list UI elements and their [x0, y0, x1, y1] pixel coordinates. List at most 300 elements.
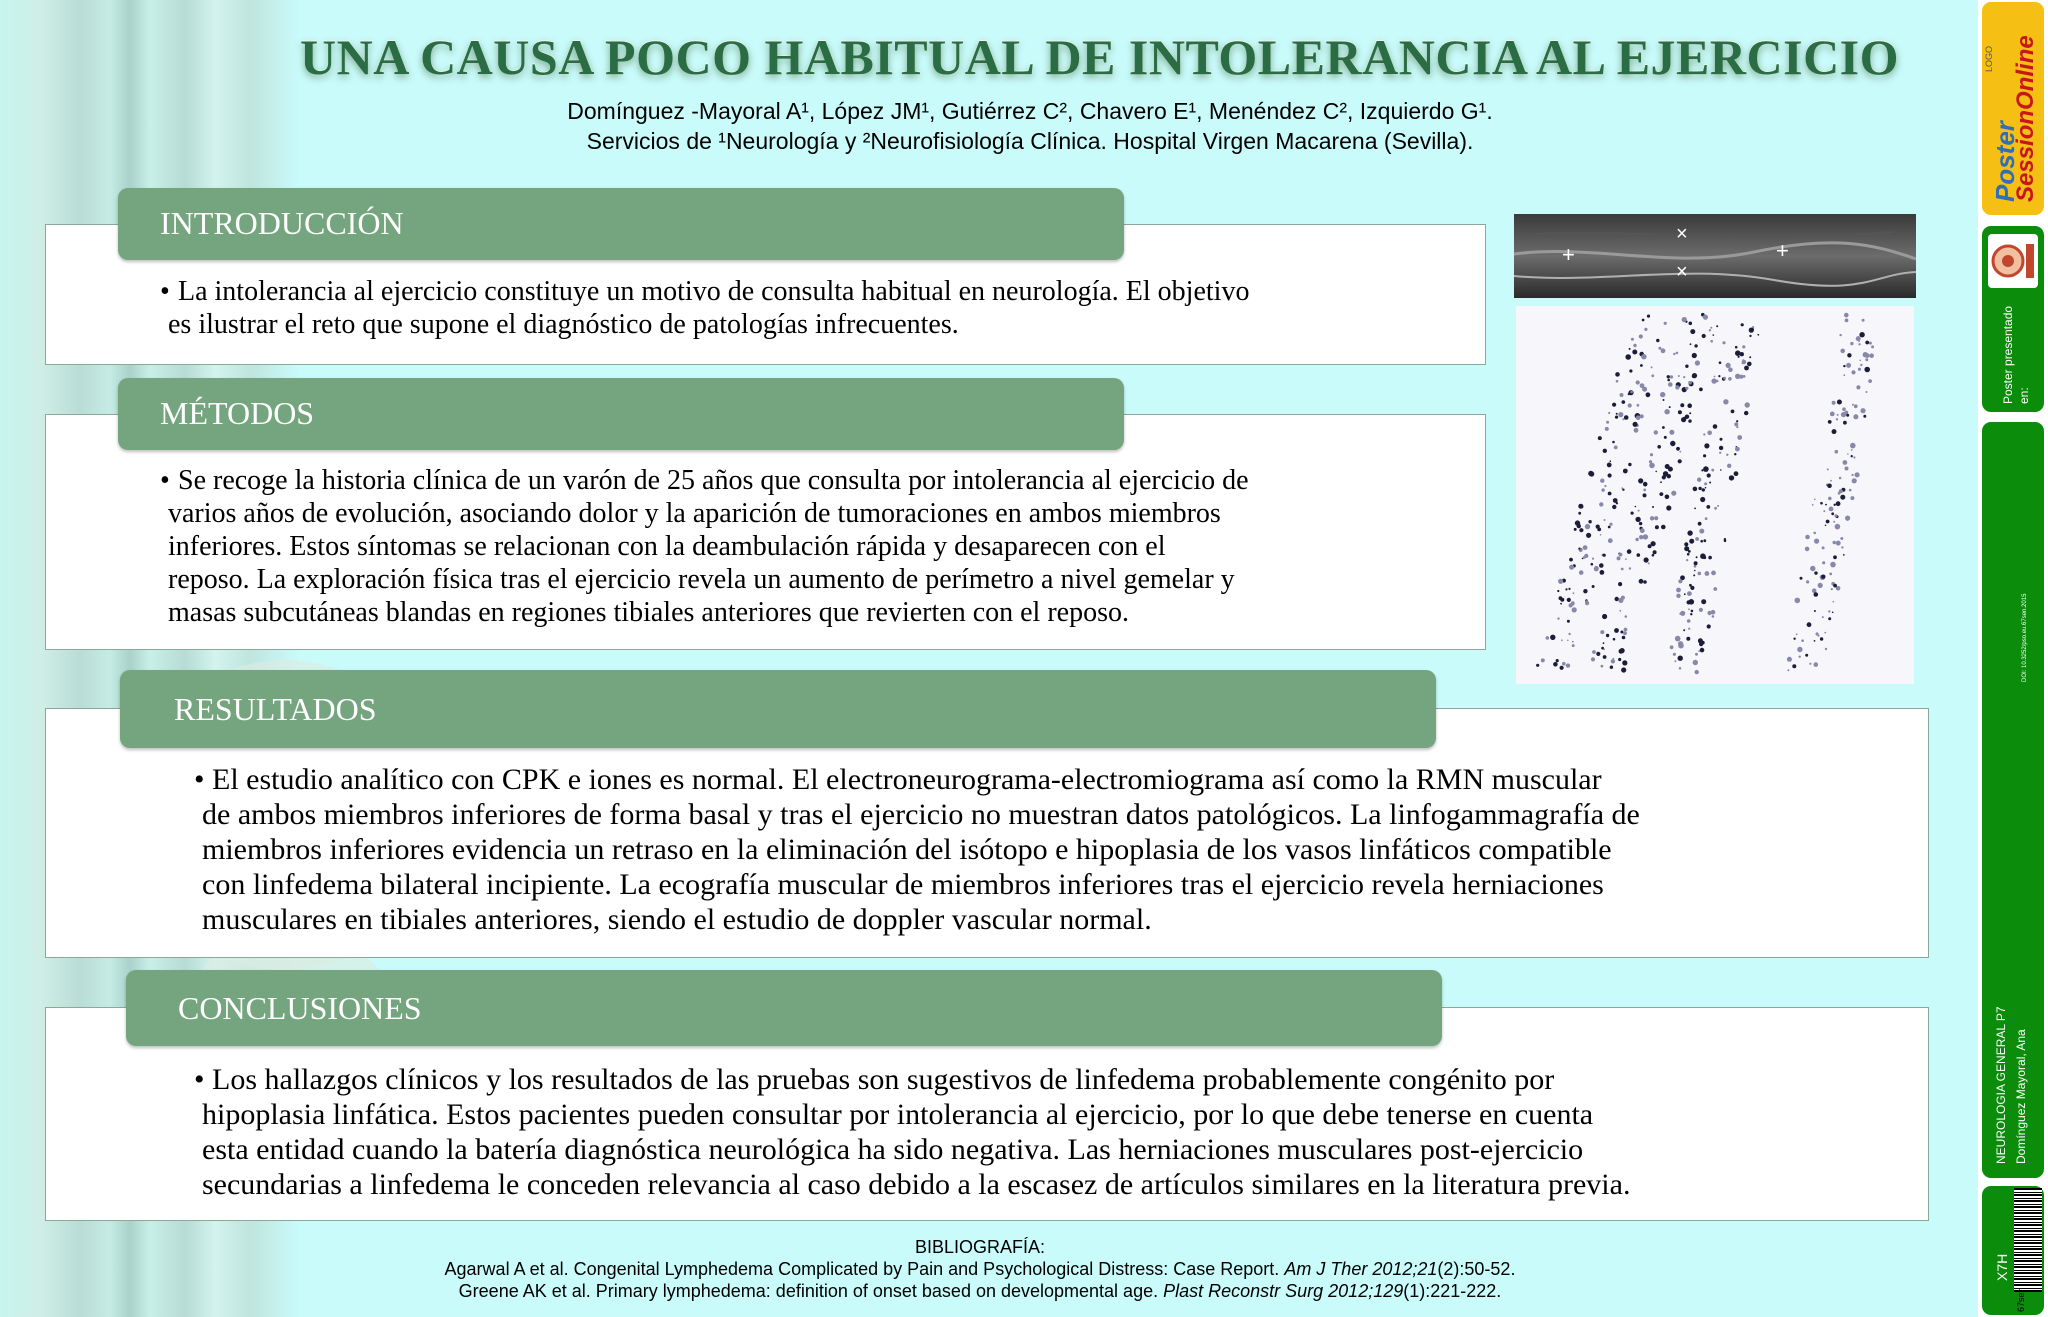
scintigraphy-dot: [1614, 628, 1619, 633]
scintigraphy-dot: [1652, 506, 1654, 508]
session-panel: [1982, 422, 2044, 1178]
poster-code: X7H: [1994, 1253, 2010, 1281]
scintigraphy-dot: [1657, 445, 1661, 449]
scintigraphy-dot: [1710, 340, 1713, 343]
scintigraphy-dot: [1586, 533, 1591, 538]
scintigraphy-dot: [1719, 361, 1722, 364]
scintigraphy-dot: [1633, 422, 1638, 427]
scintigraphy-dot: [1572, 644, 1575, 647]
scintigraphy-dot: [1701, 641, 1705, 645]
doi-text: DOI: 10.3252/pso.eu.67sen.2015: [2022, 593, 2028, 682]
scintigraphy-dot: [1684, 542, 1688, 546]
scintigraphy-dot: [1652, 554, 1655, 557]
scintigraphy-dot: [1567, 620, 1570, 623]
scintigraphy-dot: [1700, 648, 1705, 653]
scintigraphy-dot: [1820, 637, 1823, 640]
scintigraphy-dot: [1865, 358, 1868, 361]
scintigraphy-dot: [1851, 449, 1853, 451]
scintigraphy-dot: [1860, 364, 1862, 366]
scintigraphy-dot: [1610, 460, 1612, 462]
scintigraphy-dot: [1693, 487, 1698, 492]
scintigraphy-dot: [1710, 327, 1712, 329]
scintigraphy-dot: [1566, 663, 1570, 667]
scintigraphy-dot: [1818, 583, 1823, 588]
scintigraphy-dot: [1604, 485, 1606, 487]
scintigraphy-dot: [1608, 465, 1610, 467]
scintigraphy-dot: [1541, 658, 1545, 662]
scintigraphy-dot: [1833, 541, 1836, 544]
scintigraphy-dot: [1744, 411, 1748, 415]
scintigraphy-dot: [1797, 647, 1802, 652]
scintigraphy-dot: [1637, 553, 1641, 557]
scintigraphy-dot: [1694, 508, 1696, 510]
methods-heading: MÉTODOS: [118, 378, 1124, 450]
scintigraphy-dot: [1637, 404, 1640, 407]
authors-block: [380, 96, 1680, 156]
presented-at-panel: [1982, 226, 2044, 412]
ultrasound-scintigraphy-figure: [1514, 214, 1916, 684]
poster-session-sidebar: [1978, 0, 2048, 1317]
scintigraphy-dot: [1689, 539, 1694, 544]
poster-session-online-logo: [1982, 2, 2044, 215]
scintigraphy-dot: [1700, 553, 1706, 559]
scintigraphy-dot: [1600, 630, 1604, 634]
scintigraphy-dot: [1731, 410, 1735, 414]
scintigraphy-dot: [1698, 650, 1700, 652]
scintigraphy-dot: [1661, 348, 1666, 353]
scintigraphy-dot: [1620, 393, 1624, 397]
scintigraphy-dot: [1621, 667, 1626, 672]
scintigraphy-dot: [1836, 418, 1838, 420]
scintigraphy-dot: [1840, 537, 1843, 540]
scintigraphy-dot: [1558, 579, 1563, 584]
scintigraphy-dot: [1697, 478, 1701, 482]
scintigraphy-dot: [1812, 504, 1814, 506]
scintigraphy-dot: [1787, 669, 1789, 671]
scintigraphy-dot: [1757, 334, 1759, 336]
scintigraphy-dot: [1592, 558, 1594, 560]
scintigraphy-dot: [1660, 481, 1662, 483]
text-line: miembros inferiores evidencia un retraso en la eliminación del isótopo e hipoplasia de los vasos linfáticos compatible: [202, 833, 1612, 866]
scintigraphy-dot: [1713, 587, 1717, 591]
scintigraphy-dot: [1618, 582, 1622, 586]
scintigraphy-dot: [1806, 580, 1809, 583]
scintigraphy-dot: [1612, 441, 1615, 444]
bullet: •: [194, 763, 205, 796]
scintigraphy-dot: [1826, 520, 1830, 524]
scintigraphy-dot: [1736, 420, 1738, 422]
scintigraphy-dot: [1669, 430, 1674, 435]
scintigraphy-dot: [1635, 517, 1640, 522]
results-heading: RESULTADOS: [120, 670, 1436, 748]
scintigraphy-dot: [1643, 493, 1647, 497]
scintigraphy-dot: [1713, 424, 1718, 429]
scintigraphy-dot: [1864, 367, 1870, 373]
scintigraphy-dot: [1664, 409, 1669, 414]
scintigraphy-dot: [1648, 562, 1650, 564]
scintigraphy-dot: [1617, 556, 1621, 560]
scintigraphy-dot: [1705, 571, 1710, 576]
scintigraphy-dot: [1698, 487, 1701, 490]
scintigraphy-dot: [1814, 592, 1819, 597]
scintigraphy-dot: [1718, 375, 1720, 377]
scintigraphy-dot: [1568, 588, 1570, 590]
scintigraphy-dot: [1654, 430, 1658, 434]
scintigraphy-dot: [1646, 392, 1651, 397]
scintigraphy-dot: [1680, 403, 1684, 407]
scintigraphy-dot: [1726, 363, 1731, 368]
scintigraphy-dot: [1814, 662, 1819, 667]
text-line: masas subcutáneas blandas en regiones tibiales anteriores que revierten con el reposo.: [168, 597, 1129, 628]
scintigraphy-dot: [1688, 419, 1691, 422]
scintigraphy-dot: [1709, 482, 1711, 484]
text-line: con linfedema bilateral incipiente. La ecografía muscular de miembros inferiores tras el ejercicio revela herniaciones: [202, 868, 1604, 901]
scintigraphy-image: [1516, 306, 1914, 684]
scintigraphy-dot: [1663, 471, 1668, 476]
scintigraphy-dot: [1643, 580, 1647, 584]
text-line: varios años de evolución, asociando dolor y la aparición de tumoraciones en ambos miembros: [168, 498, 1221, 529]
scintigraphy-dot: [1701, 469, 1703, 471]
scintigraphy-dot: [1688, 381, 1692, 385]
scintigraphy-dot: [1846, 363, 1851, 368]
affiliation: Servicios de ¹Neurología y ²Neurofisiología Clínica. Hospital Virgen Macarena (Sevilla).: [586, 128, 1474, 154]
scintigraphy-dot: [1738, 356, 1740, 358]
reference: Greene AK et al. Primary lymphedema: definition of onset based on developmental age. Plast Reconstr Surg 2012;129(1):221-222.: [458, 1281, 1502, 1301]
scintigraphy-dot: [1658, 347, 1661, 350]
scintigraphy-dot: [1616, 502, 1618, 504]
scintigraphy-dot: [1687, 619, 1691, 623]
scintigraphy-dot: [1615, 417, 1617, 419]
scintigraphy-dot: [1694, 561, 1698, 565]
scintigraphy-dot: [1839, 477, 1842, 480]
scintigraphy-dot: [1868, 379, 1872, 383]
scintigraphy-dot: [1616, 380, 1619, 383]
scintigraphy-dot: [1805, 535, 1810, 540]
scintigraphy-dot: [1801, 639, 1804, 642]
scintigraphy-dot: [1631, 512, 1634, 515]
scintigraphy-dot: [1603, 449, 1607, 453]
scintigraphy-dot: [1805, 654, 1808, 657]
scintigraphy-dot: [1686, 637, 1690, 641]
scintigraphy-dot: [1561, 639, 1563, 641]
scintigraphy-dot: [1703, 454, 1706, 457]
figure-marker: ×: [1676, 261, 1688, 283]
scintigraphy-dot: [1650, 516, 1654, 520]
scintigraphy-dot: [1676, 588, 1681, 593]
scintigraphy-dot: [1745, 402, 1750, 407]
scintigraphy-dot: [1604, 519, 1606, 521]
scintigraphy-dot: [1694, 344, 1697, 347]
scintigraphy-dot: [1711, 571, 1716, 576]
scintigraphy-dot: [1723, 377, 1726, 380]
scintigraphy-dot: [1871, 345, 1874, 348]
scintigraphy-dot: [1828, 610, 1830, 612]
scintigraphy-dot: [1810, 566, 1815, 571]
scintigraphy-dot: [1699, 608, 1703, 612]
scintigraphy-dot: [1695, 653, 1698, 656]
scintigraphy-dot: [1822, 616, 1824, 618]
scintigraphy-dot: [1842, 407, 1846, 411]
scintigraphy-dot: [1585, 524, 1590, 529]
scintigraphy-dot: [1795, 598, 1801, 604]
scintigraphy-dot: [1825, 504, 1827, 506]
scintigraphy-dot: [1847, 519, 1849, 521]
logo-small-text: LOGO: [1984, 45, 1994, 72]
scintigraphy-dot: [1695, 537, 1699, 541]
scintigraphy-dot: [1690, 586, 1694, 590]
scintigraphy-dot: [1640, 364, 1643, 367]
scintigraphy-dot: [1631, 338, 1634, 341]
scintigraphy-dot: [1606, 634, 1609, 637]
scintigraphy-dot: [1574, 528, 1577, 531]
scintigraphy-dot: [1869, 342, 1872, 345]
figure-marker: ×: [1676, 223, 1688, 245]
scintigraphy-dot: [1620, 648, 1625, 653]
scintigraphy-dot: [1661, 525, 1666, 530]
scintigraphy-dot: [1591, 563, 1594, 566]
scintigraphy-dot: [1719, 452, 1721, 454]
scintigraphy-dot: [1598, 436, 1602, 440]
scintigraphy-dot: [1639, 579, 1644, 584]
scintigraphy-dot: [1734, 471, 1739, 476]
text-line: La intolerancia al ejercicio constituye un motivo de consulta habitual en neurología. El objetivo: [178, 276, 1250, 307]
scintigraphy-dot: [1562, 662, 1566, 666]
scintigraphy-dot: [1628, 393, 1630, 395]
scintigraphy-dot: [1712, 615, 1715, 618]
scintigraphy-dot: [1863, 352, 1868, 357]
scintigraphy-dot: [1600, 534, 1602, 536]
scintigraphy-dot: [1847, 453, 1849, 455]
scintigraphy-dot: [1831, 588, 1833, 590]
scintigraphy-dot: [1679, 667, 1682, 670]
scintigraphy-dot: [1621, 568, 1624, 571]
scintigraphy-dot: [1668, 382, 1673, 387]
scintigraphy-dot: [1634, 428, 1639, 433]
scintigraphy-dot: [1575, 520, 1580, 525]
scintigraphy-dot: [1673, 653, 1676, 656]
scintigraphy-dot: [1843, 421, 1847, 425]
scintigraphy-dot: [1695, 360, 1700, 365]
scintigraphy-dot: [1719, 446, 1723, 450]
scintigraphy-dot: [1610, 666, 1613, 669]
scintigraphy-dot: [1596, 652, 1600, 656]
scintigraphy-dot: [1670, 441, 1675, 446]
scintigraphy-dot: [1858, 368, 1861, 371]
scintigraphy-dot: [1734, 422, 1738, 426]
code-panel: [1982, 1186, 2044, 1315]
scintigraphy-dot: [1860, 408, 1865, 413]
scintigraphy-dot: [1640, 383, 1645, 388]
scintigraphy-dot: [1665, 495, 1670, 500]
scintigraphy-dot: [1800, 577, 1803, 580]
scintigraphy-dot: [1618, 658, 1621, 661]
scintigraphy-dot: [1683, 376, 1685, 378]
scintigraphy-dot: [1688, 628, 1690, 630]
scintigraphy-dot: [1623, 631, 1627, 635]
results-text: [194, 762, 1922, 937]
scintigraphy-dot: [1813, 532, 1816, 535]
scintigraphy-dot: [1843, 554, 1845, 556]
scintigraphy-dot: [1583, 589, 1587, 593]
scintigraphy-dot: [1687, 591, 1692, 596]
scintigraphy-dot: [1744, 366, 1749, 371]
scintigraphy-dot: [1834, 504, 1836, 506]
scintigraphy-dot: [1704, 482, 1707, 485]
conclusions-heading: CONCLUSIONES: [126, 970, 1442, 1046]
scintigraphy-dot: [1557, 590, 1559, 592]
scintigraphy-dot: [1792, 664, 1796, 668]
scintigraphy-dot: [1656, 339, 1659, 342]
scintigraphy-dot: [1843, 374, 1845, 376]
bullet: •: [160, 465, 170, 496]
author-list: Domínguez -Mayoral A¹, López JM¹, Gutiérrez C², Chavero E¹, Menéndez C², Izquierdo G¹.: [567, 98, 1493, 124]
text-line: El estudio analítico con CPK e iones es normal. El electroneurograma-electromiograma así como la RMN muscular: [212, 763, 1602, 796]
scintigraphy-dot: [1567, 598, 1571, 602]
scintigraphy-dot: [1603, 648, 1605, 650]
scintigraphy-dot: [1722, 341, 1725, 344]
scintigraphy-dot: [1628, 463, 1631, 466]
scintigraphy-dot: [1560, 603, 1562, 605]
scintigraphy-dot: [1816, 632, 1819, 635]
scintigraphy-dot: [1828, 617, 1831, 620]
text-line: secundarias a linfedema le conceden relevancia al caso debido a la escasez de artículos similares en la literatura previa.: [202, 1168, 1631, 1201]
scintigraphy-dot: [1687, 403, 1692, 408]
scintigraphy-dot: [1742, 345, 1745, 348]
scintigraphy-dot: [1869, 353, 1874, 358]
scintigraphy-dot: [1852, 478, 1857, 483]
scintigraphy-dot: [1569, 565, 1574, 570]
scintigraphy-dot: [1823, 510, 1825, 512]
scintigraphy-dot: [1698, 522, 1702, 526]
scintigraphy-dot: [1639, 334, 1643, 338]
scintigraphy-dot: [1579, 570, 1584, 575]
figure-marker: +: [1562, 242, 1575, 267]
scintigraphy-dot: [1621, 596, 1625, 600]
scintigraphy-dot: [1796, 633, 1798, 635]
scintigraphy-dot: [1629, 369, 1632, 372]
bullet: •: [160, 276, 170, 307]
scintigraphy-dot: [1856, 336, 1861, 341]
scintigraphy-dot: [1700, 540, 1703, 543]
scintigraphy-dot: [1734, 453, 1736, 455]
scintigraphy-dot: [1828, 497, 1832, 501]
scintigraphy-dot: [1616, 413, 1618, 415]
scintigraphy-dot: [1839, 334, 1841, 336]
scintigraphy-dot: [1550, 635, 1555, 640]
scintigraphy-dot: [1618, 412, 1623, 417]
text-line: Se recoge la historia clínica de un varón de 25 años que consulta por intolerancia al ejercicio de: [178, 465, 1249, 496]
bibliography: [380, 1236, 1580, 1302]
scintigraphy-dot: [1690, 329, 1695, 334]
scintigraphy-dot: [1724, 538, 1726, 540]
scintigraphy-dot: [1578, 512, 1581, 515]
scintigraphy-dot: [1651, 366, 1653, 368]
scintigraphy-dot: [1606, 421, 1609, 424]
scintigraphy-dot: [1793, 638, 1795, 640]
scintigraphy-dot: [1623, 469, 1628, 474]
scintigraphy-dot: [1667, 379, 1670, 382]
scintigraphy-dot: [1832, 612, 1834, 614]
scintigraphy-dot: [1630, 391, 1633, 394]
scintigraphy-dot: [1832, 401, 1836, 405]
scintigraphy-dot: [1833, 521, 1835, 523]
scintigraphy-dot: [1654, 516, 1658, 520]
scintigraphy-dot: [1669, 406, 1671, 408]
scintigraphy-dot: [1695, 670, 1699, 674]
scintigraphy-dot: [1687, 530, 1692, 535]
scintigraphy-dot: [1821, 575, 1825, 579]
scintigraphy-dot: [1636, 380, 1640, 384]
scintigraphy-dot: [1706, 505, 1710, 509]
scintigraphy-dot: [1615, 372, 1620, 377]
scintigraphy-dot: [1583, 545, 1588, 550]
scintigraphy-dot: [1728, 367, 1733, 372]
scintigraphy-dot: [1838, 492, 1841, 495]
scintigraphy-dot: [1601, 488, 1604, 491]
scintigraphy-dot: [1852, 474, 1854, 476]
scintigraphy-dot: [1650, 453, 1653, 456]
scintigraphy-dot: [1831, 512, 1834, 515]
text-line: hipoplasia linfática. Estos pacientes pueden consultar por intolerancia al ejercicio, por lo que debe tenerse en cuenta: [202, 1098, 1594, 1131]
barcode: [2014, 1188, 2042, 1292]
scintigraphy-dot: [1703, 433, 1705, 435]
scintigraphy-dot: [1559, 596, 1563, 600]
scintigraphy-dot: [1704, 443, 1709, 448]
scintigraphy-dot: [1664, 436, 1667, 439]
scintigraphy-dot: [1852, 404, 1854, 406]
scintigraphy-dot: [1703, 539, 1706, 542]
scintigraphy-dot: [1622, 636, 1626, 640]
scintigraphy-dot: [1684, 593, 1686, 595]
text-line: inferiores. Estos síntomas se relacionan con la deambulación rápida y desaparecen con el: [168, 531, 1166, 562]
scintigraphy-dot: [1536, 664, 1539, 667]
scintigraphy-dot: [1640, 414, 1644, 418]
scintigraphy-dot: [1850, 443, 1856, 449]
scintigraphy-dot: [1714, 507, 1717, 510]
scintigraphy-dot: [1692, 353, 1697, 358]
poster-title: UNA CAUSA POCO HABITUAL DE INTOLERANCIA AL EJERCICIO: [300, 29, 1900, 85]
scintigraphy-dot: [1628, 403, 1632, 407]
scintigraphy-dot: [1600, 479, 1604, 483]
scintigraphy-dot: [1603, 655, 1607, 659]
scintigraphy-dot: [1588, 471, 1593, 476]
scintigraphy-dot: [1665, 464, 1670, 469]
scintigraphy-dot: [1846, 414, 1849, 417]
scintigraphy-dot: [1612, 403, 1616, 407]
society-logo: [1988, 234, 2038, 288]
scintigraphy-dot: [1834, 514, 1837, 517]
scintigraphy-dot: [1809, 663, 1811, 665]
scintigraphy-dot: [1737, 435, 1742, 440]
scintigraphy-dot: [1799, 656, 1801, 658]
scintigraphy-dot: [1560, 666, 1564, 670]
scintigraphy-dot: [1591, 657, 1595, 661]
scintigraphy-dot: [1571, 602, 1574, 605]
scintigraphy-dot: [1644, 484, 1647, 487]
scintigraphy-dot: [1671, 491, 1676, 496]
scintigraphy-dot: [1707, 431, 1712, 436]
bullet: •: [194, 1063, 205, 1096]
scintigraphy-dot: [1836, 501, 1841, 506]
methods-text: [160, 464, 1478, 629]
scintigraphy-dot: [1716, 325, 1718, 327]
scintigraphy-dot: [1824, 632, 1826, 634]
scintigraphy-dot: [1611, 659, 1615, 663]
scintigraphy-dot: [1667, 375, 1670, 378]
scintigraphy-dot: [1655, 525, 1659, 529]
text-line: es ilustrar el reto que supone el diagnóstico de patologías infrecuentes.: [168, 309, 959, 340]
scintigraphy-dot: [1653, 550, 1657, 554]
